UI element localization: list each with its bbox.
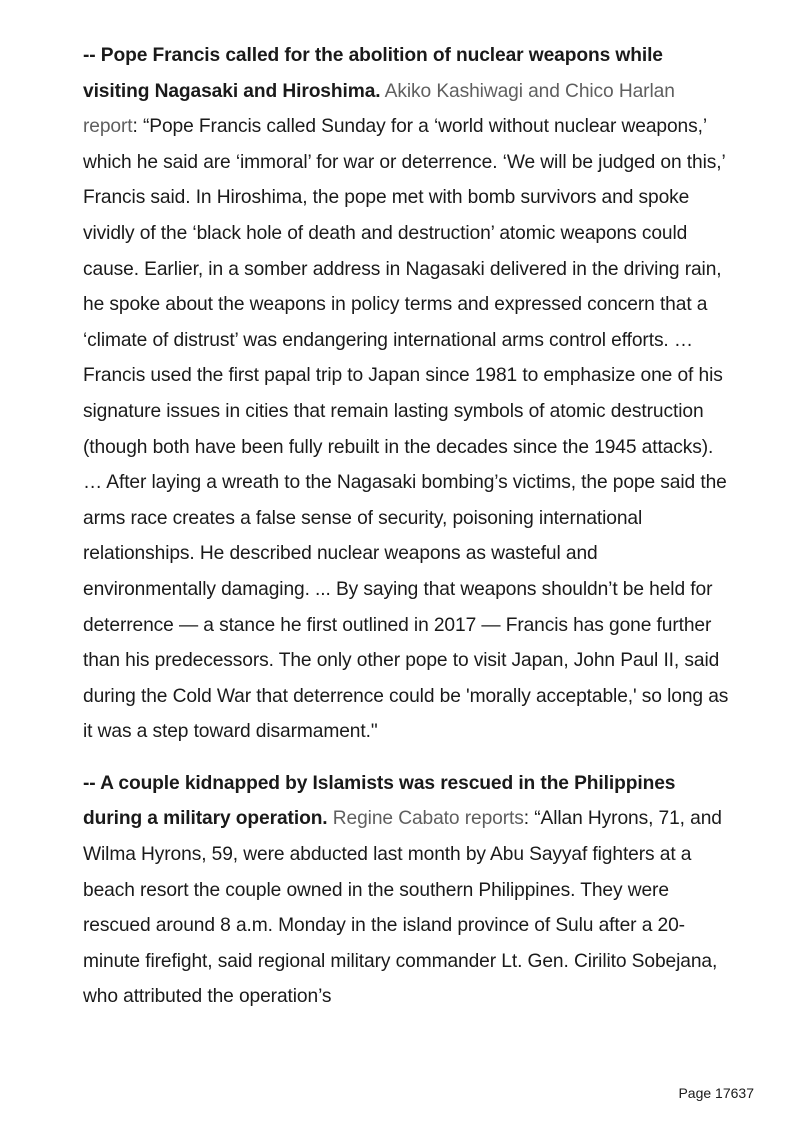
page-number: Page 17637 [678,1085,754,1101]
article-byline: Regine Cabato reports [332,808,524,830]
article-byline: Akiko Kashiwagi and Chico Harlan report [83,80,675,138]
article-headline: -- Pope Francis called for the abolition of nuclear weapons while visiting Nagasaki and Hiroshima. [83,45,663,102]
byline-suffix: : [132,116,143,138]
article-body: “Pope Francis called Sunday for a ‘world without nuclear weapons,’ which he said are ‘immoral’ for war or deterrence. ‘We will be judged on this,’ Francis said. In Hiroshima, the pope met with bomb survivors and spoke vividly of the ‘black hole of death and destruction’ atomic weapons could cause. Earlier, in a somber address in Nagasaki delivered in the driving rain, he spoke about the weapons in policy terms and expressed concern that a ‘climate of distrust’ was endangering international arms control efforts. … Francis used the first papal trip to Japan since 1981 to emphasize one of his signature issues in cities that remain lasting symbols of atomic destruction (though both have been fully rebuilt in the decades since the 1945 attacks). … After laying a wreath to the Nagasaki bombing’s victims, the pope said the arms race creates a false sense of security, poisoning international relationships. He described nuclear weapons as wasteful and environmentally damaging. ... By saying that weapons shouldn’t be held for deterrence — a stance he first outlined in 2017 — Francis has gone further than his predecessors. The only other pope to visit Japan, John Paul II, said during the Cold War that deterrence could be 'morally acceptable,' so long as it was a step toward disarmament." [83,116,729,743]
article-body: “Allan Hyrons, 71, and Wilma Hyrons, 59, were abducted last month by Abu Sayyaf fighters at a beach resort the couple owned in the southern Philippines. They were rescued around 8 a.m. Monday in the island province of Sulu after a 20-minute firefight, said regional military commander Lt. Gen. Cirilito Sobejana, who attributed the operation’s [83,808,722,1008]
document-body [83,38,733,1015]
article-paragraph-1 [83,38,733,750]
article-paragraph-2 [83,766,733,1015]
byline-suffix: : [523,808,535,830]
article-headline: -- A couple kidnapped by Islamists was rescued in the Philippines during a military operation. [83,772,676,830]
